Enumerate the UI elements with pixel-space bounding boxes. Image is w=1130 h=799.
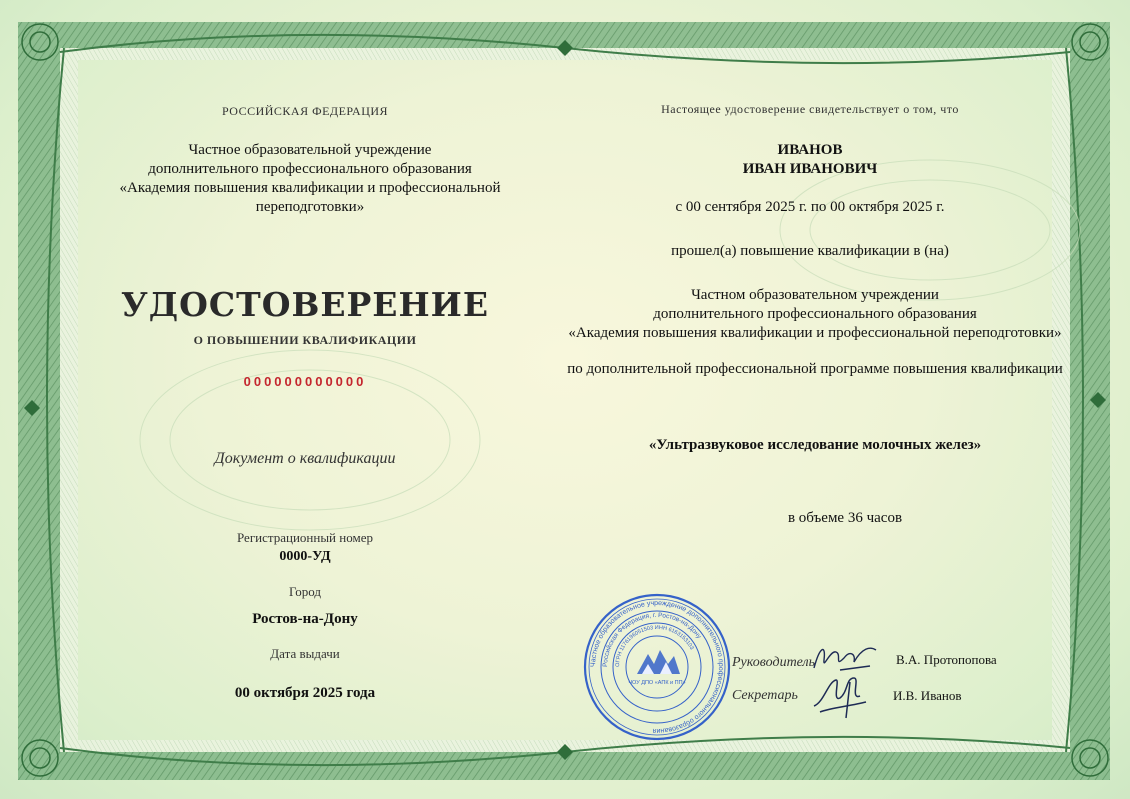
training-org-line-2: дополнительного профессионального образования (653, 306, 977, 322)
stamp-ids-text: ОГРН 1176196051503 ИНН 6163153103 (614, 624, 695, 668)
head-name: В.А. Протопопова (896, 652, 997, 667)
training-org-line-1: Частном образовательном учреждении (691, 287, 939, 303)
study-period: с 00 сентября 2025 г. по 00 октября 2025 г. (675, 199, 945, 215)
document-type: Документ о квалификации (214, 450, 396, 467)
stamp-outer-text: Частное образовательное учреждение дополнительного профессионального образования (589, 599, 725, 735)
stamp-emblem-icon (637, 650, 680, 674)
holder-name: ИВАН ИВАНОВИЧ (742, 161, 878, 177)
secretary-label: Секретарь (732, 688, 798, 703)
training-org-line-3: «Академия повышения квалификации и профессиональной переподготовки» (568, 325, 1062, 341)
city-label: Город (288, 584, 322, 599)
course-title: «Ультразвуковое исследование молочных желез» (648, 437, 982, 453)
issuer-org-line-2: дополнительного профессионального образования (148, 161, 472, 177)
issuer-org-line-1: Частное образовательной учреждение (188, 142, 432, 158)
issuer-org-line-3: «Академия повышения квалификации и профессиональной (119, 180, 501, 196)
head-signature (810, 640, 880, 676)
country-label: РОССИЙСКАЯ ФЕДЕРАЦИЯ (221, 104, 389, 118)
document-subtitle: О ПОВЫШЕНИИ КВАЛИФИКАЦИИ (193, 333, 417, 347)
holder-surname: ИВАНОВ (777, 142, 843, 158)
stamp-middle-text: Российская Федерация, г. Ростов-на-Дону (601, 611, 703, 668)
program-type: по дополнительной профессиональной программе повышения квалификации (567, 361, 1063, 377)
issuer-org-line-4: переподготовки» (255, 199, 365, 215)
issue-date-label: Дата выдачи (270, 646, 340, 661)
secretary-signature (810, 672, 870, 720)
city-value: Ростов-на-Дону (252, 611, 358, 627)
issue-date-value: 00 октября 2025 года (234, 685, 376, 701)
serial-number: 000000000000 (243, 374, 367, 389)
stamp-inner-text: ЧОУ ДПО «АПК и ПП» (628, 680, 686, 686)
intro-text: Настоящее удостоверение свидетельствует о том, что (661, 102, 959, 116)
completion-statement: прошел(а) повышение квалификации в (на) (671, 243, 949, 259)
head-label: Руководитель (732, 655, 816, 670)
registration-number-label: Регистрационный номер (237, 530, 373, 545)
document-title: УДОСТОВЕРЕНИЕ (121, 285, 489, 324)
course-volume: в объеме 36 часов (787, 510, 903, 526)
registration-number-value: 0000-УД (279, 549, 331, 564)
official-stamp (582, 592, 732, 742)
secretary-name: И.В. Иванов (893, 688, 962, 703)
